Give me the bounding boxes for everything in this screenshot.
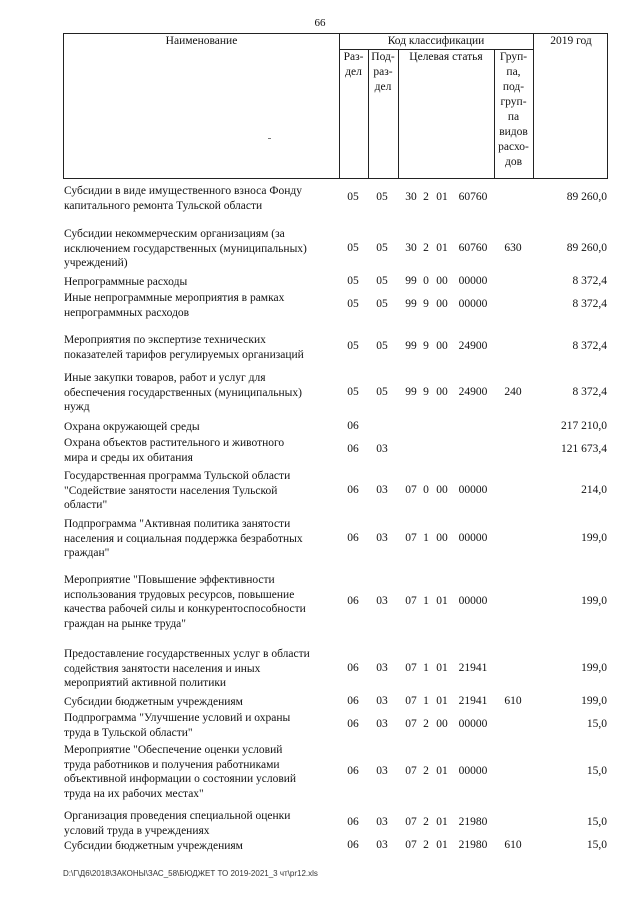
code-a: 07 — [405, 816, 417, 829]
amount: 15,0 — [586, 718, 607, 731]
code-rz: 06 — [347, 594, 359, 607]
code-pr: 03 — [376, 594, 388, 607]
row-name: Организация проведения специальной оценки условий труда в учреждениях — [64, 810, 291, 837]
code-rz: 06 — [347, 695, 359, 707]
code-a: 99 — [405, 385, 417, 398]
code-pr: 05 — [376, 191, 388, 204]
code-pr: 03 — [376, 718, 388, 731]
code-b: 9 — [423, 385, 429, 398]
code-a: 07 — [405, 718, 417, 731]
code-a: 07 — [405, 764, 417, 777]
row-name: Государственная программа Тульской области "Содействие занятости населения Тульской области" — [64, 470, 291, 511]
code-d: 00000 — [458, 718, 488, 731]
code-a: 99 — [405, 298, 417, 311]
header-target: Целевая статья — [409, 51, 483, 63]
code-d: 60760 — [458, 191, 488, 204]
code-b: 1 — [423, 531, 429, 544]
code-c: 00 — [436, 718, 448, 731]
amount: 15,0 — [586, 839, 607, 851]
code-d: 00000 — [458, 483, 488, 496]
code-pr: 05 — [376, 340, 388, 353]
code-b: 9 — [423, 340, 429, 353]
amount: 8 372,4 — [572, 340, 607, 353]
code-c: 00 — [436, 275, 448, 287]
code-b: 2 — [423, 816, 429, 829]
code-pr: 03 — [376, 764, 388, 777]
code-d: 24900 — [458, 340, 488, 353]
code-pr: 03 — [376, 661, 388, 674]
code-c: 01 — [436, 661, 448, 674]
code-rz: 06 — [347, 420, 359, 432]
code-d: 00000 — [458, 594, 488, 607]
code-rz: 05 — [347, 241, 359, 254]
code-a: 99 — [405, 340, 417, 353]
row-name: Мероприятия по экспертизе технических показателей тарифов регулируемых организаций — [64, 334, 304, 361]
code-b: 2 — [423, 241, 429, 254]
code-d: 21941 — [458, 661, 488, 674]
row-name: Иные непрограммные мероприятия в рамках непрограммных расходов — [64, 292, 285, 319]
code-vr: 610 — [504, 839, 522, 851]
code-a: 07 — [405, 483, 417, 496]
code-c: 01 — [436, 191, 448, 204]
code-c: 00 — [436, 298, 448, 311]
code-rz: 06 — [347, 764, 359, 777]
code-pr: 03 — [376, 816, 388, 829]
row-name: Субсидии некоммерческим организациям (за исключением государственных (муниципальных) учреждений) — [64, 228, 307, 269]
row-name: Субсидии в виде имущественного взноса Фонду капитального ремонта Тульской области — [64, 185, 302, 212]
code-b: 2 — [423, 839, 429, 851]
code-rz: 05 — [347, 191, 359, 204]
code-a: 07 — [405, 594, 417, 607]
code-a: 30 — [405, 241, 417, 254]
table-header — [63, 33, 608, 179]
code-d: 00000 — [458, 298, 488, 311]
code-d: 21941 — [458, 695, 488, 707]
code-b: 2 — [423, 191, 429, 204]
amount: 199,0 — [581, 531, 607, 544]
code-d: 21980 — [458, 839, 488, 851]
code-pr: 03 — [376, 839, 388, 851]
code-vr: 610 — [504, 695, 522, 707]
header-code-group: Код классификации — [387, 35, 485, 47]
amount: 8 372,4 — [572, 385, 607, 398]
code-rz: 06 — [347, 839, 359, 851]
code-c: 01 — [436, 695, 448, 707]
code-rz: 05 — [347, 340, 359, 353]
code-d: 00000 — [458, 531, 488, 544]
code-d: 00000 — [458, 275, 488, 287]
code-rz: 06 — [347, 661, 359, 674]
file-path: D:\Г\Д6\2018\ЗАКОНЫ\ЗАС_58\БЮДЖЕТ ТО 2019-2021_3 чт\pr12.xls — [63, 869, 318, 878]
code-rz: 06 — [347, 531, 359, 544]
code-rz: 05 — [347, 298, 359, 311]
code-pr: 03 — [376, 443, 388, 456]
row-name: Субсидии бюджетным учреждениям — [64, 696, 243, 708]
code-c: 01 — [436, 839, 448, 851]
code-c: 01 — [436, 764, 448, 777]
code-c: 00 — [436, 531, 448, 544]
code-pr: 05 — [376, 275, 388, 287]
code-a: 07 — [405, 661, 417, 674]
amount: 89 260,0 — [566, 241, 607, 254]
code-pr: 05 — [376, 241, 388, 254]
code-rz: 06 — [347, 443, 359, 456]
code-rz: 06 — [347, 483, 359, 496]
row-name: Мероприятие "Повышение эффективности использования трудовых ресурсов, повышение качества рабочей силы и конкурентоспособности граждан на рынке труда" — [64, 574, 306, 630]
code-c: 00 — [436, 340, 448, 353]
code-vr: 240 — [504, 385, 522, 398]
code-b: 2 — [423, 718, 429, 731]
amount: 8 372,4 — [572, 298, 607, 311]
amount: 217 210,0 — [561, 420, 607, 432]
divider — [533, 34, 534, 178]
amount: 89 260,0 — [566, 191, 607, 204]
code-b: 1 — [423, 661, 429, 674]
code-c: 00 — [436, 483, 448, 496]
code-c: 00 — [436, 385, 448, 398]
code-pr: 03 — [376, 531, 388, 544]
code-b: 9 — [423, 298, 429, 311]
header-name: Наименование — [165, 35, 238, 47]
row-name: Охрана объектов растительного и животного мира и среды их обитания — [64, 437, 285, 464]
code-pr: 03 — [376, 695, 388, 707]
code-c: 01 — [436, 241, 448, 254]
row-name: Иные закупки товаров, работ и услуг для обеспечения государственных (муниципальных) нужд — [64, 372, 302, 413]
header-podrazdel: Под- раз- дел — [371, 51, 395, 93]
amount: 8 372,4 — [572, 275, 607, 287]
code-d: 00000 — [458, 764, 488, 777]
page-number: 66 — [314, 17, 326, 29]
code-vr: 630 — [504, 241, 522, 254]
amount: 121 673,4 — [561, 443, 607, 456]
row-name: Предоставление государственных услуг в области содействия занятости населения и иных мероприятий активной политики — [64, 648, 310, 689]
header-vid: Груп- па, под- груп- па видов расхо- дов — [498, 51, 529, 168]
divider — [398, 50, 399, 178]
row-name: Охрана окружающей среды — [64, 421, 200, 433]
amount: 214,0 — [581, 483, 607, 496]
code-rz: 05 — [347, 385, 359, 398]
row-name: Подпрограмма "Улучшение условий и охраны труда в Тульской области" — [64, 712, 291, 739]
code-rz: 06 — [347, 718, 359, 731]
code-b: 0 — [423, 275, 429, 287]
row-name: Непрограммные расходы — [64, 276, 188, 288]
row-name: Подпрограмма "Активная политика занятости населения и социальная поддержка безработных граждан" — [64, 518, 303, 559]
code-b: 1 — [423, 695, 429, 707]
code-pr: 05 — [376, 298, 388, 311]
code-b: 1 — [423, 594, 429, 607]
code-rz: 06 — [347, 816, 359, 829]
code-a: 07 — [405, 839, 417, 851]
header-year: 2019 год — [550, 35, 592, 47]
code-a: 07 — [405, 695, 417, 707]
code-d: 24900 — [458, 385, 488, 398]
amount: 199,0 — [581, 661, 607, 674]
amount: 15,0 — [586, 764, 607, 777]
code-pr: 03 — [376, 483, 388, 496]
code-pr: 05 — [376, 385, 388, 398]
mark — [268, 138, 271, 139]
code-b: 0 — [423, 483, 429, 496]
code-b: 2 — [423, 764, 429, 777]
code-c: 01 — [436, 816, 448, 829]
code-a: 99 — [405, 275, 417, 287]
code-d: 60760 — [458, 241, 488, 254]
code-a: 30 — [405, 191, 417, 204]
code-d: 21980 — [458, 816, 488, 829]
code-rz: 05 — [347, 275, 359, 287]
row-name: Субсидии бюджетным учреждениям — [64, 840, 243, 852]
amount: 199,0 — [581, 594, 607, 607]
amount: 15,0 — [586, 816, 607, 829]
code-c: 01 — [436, 594, 448, 607]
row-name: Мероприятие "Обеспечение оценки условий труда работников и получения работниками объективной информации о состоянии условий труда на их рабочих местах" — [64, 744, 297, 800]
header-razdel: Раз- дел — [343, 51, 364, 78]
amount: 199,0 — [581, 695, 607, 707]
code-a: 07 — [405, 531, 417, 544]
